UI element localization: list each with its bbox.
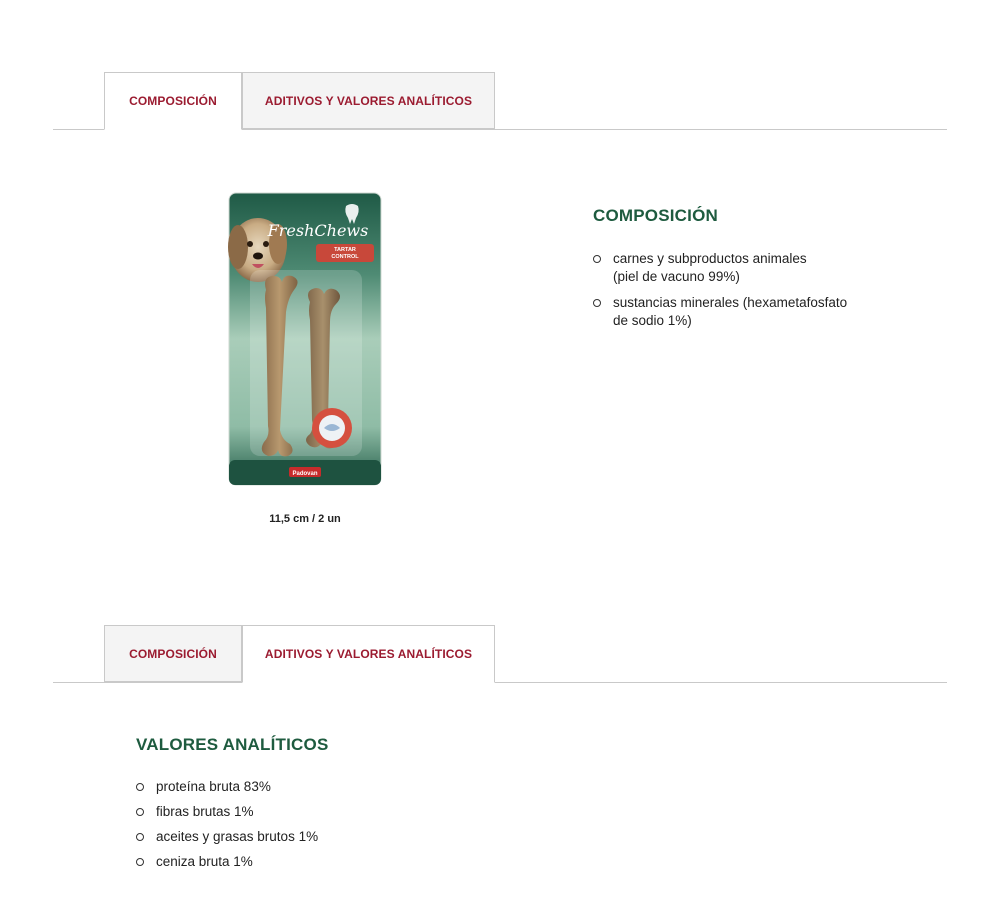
tab-bar-divider bbox=[53, 682, 947, 683]
list-item-text: (piel de vacuno 99%) bbox=[613, 269, 740, 284]
tab-aditivos[interactable] bbox=[242, 72, 495, 129]
svg-text:CONTROL: CONTROL bbox=[331, 254, 359, 260]
product-caption: 11,5 cm / 2 un bbox=[269, 513, 341, 525]
brand-logo: FreshChews bbox=[267, 221, 369, 240]
bullet-icon bbox=[593, 255, 601, 263]
composicion-heading: COMPOSICIÓN bbox=[593, 206, 718, 225]
bullet-icon bbox=[136, 858, 144, 866]
tab-aditivos[interactable] bbox=[242, 625, 495, 683]
tab-bar-bottom bbox=[53, 625, 947, 683]
analiticos-list bbox=[136, 778, 456, 878]
list-item bbox=[136, 853, 456, 871]
list-item-text: fibras brutas 1% bbox=[156, 804, 254, 819]
product-image bbox=[228, 192, 382, 486]
tab-composicion-label: COMPOSICIÓN bbox=[129, 646, 217, 661]
list-item bbox=[136, 778, 456, 796]
list-item bbox=[593, 294, 893, 330]
tab-composicion[interactable] bbox=[104, 72, 242, 130]
svg-text:TARTAR: TARTAR bbox=[334, 247, 356, 253]
bullet-icon bbox=[136, 783, 144, 791]
list-item bbox=[593, 250, 893, 286]
tab-composicion-label: COMPOSICIÓN bbox=[129, 94, 217, 108]
tab-aditivos-label: ADITIVOS Y VALORES ANALÍTICOS bbox=[264, 93, 473, 108]
analiticos-heading: VALORES ANALÍTICOS bbox=[136, 735, 329, 754]
list-item-text: aceites y grasas brutos 1% bbox=[156, 829, 319, 844]
list-item-text: proteína bruta 83% bbox=[156, 779, 271, 794]
list-item-text: sustancias minerales (hexametafosfato bbox=[613, 295, 848, 310]
bullet-icon bbox=[136, 808, 144, 816]
bullet-icon bbox=[136, 833, 144, 841]
bullet-icon bbox=[593, 299, 601, 307]
composicion-list bbox=[593, 250, 893, 338]
list-item-text: carnes y subproductos animales bbox=[613, 251, 807, 266]
tab-aditivos-label: ADITIVOS Y VALORES ANALÍTICOS bbox=[264, 647, 473, 661]
tab-bar-top bbox=[53, 72, 947, 130]
list-item bbox=[136, 803, 456, 821]
list-item-text: de sodio 1%) bbox=[613, 313, 692, 328]
tab-composicion[interactable] bbox=[104, 625, 242, 682]
svg-text:Padovan: Padovan bbox=[292, 471, 318, 477]
list-item bbox=[136, 828, 456, 846]
list-item-text: ceniza bruta 1% bbox=[156, 854, 253, 869]
